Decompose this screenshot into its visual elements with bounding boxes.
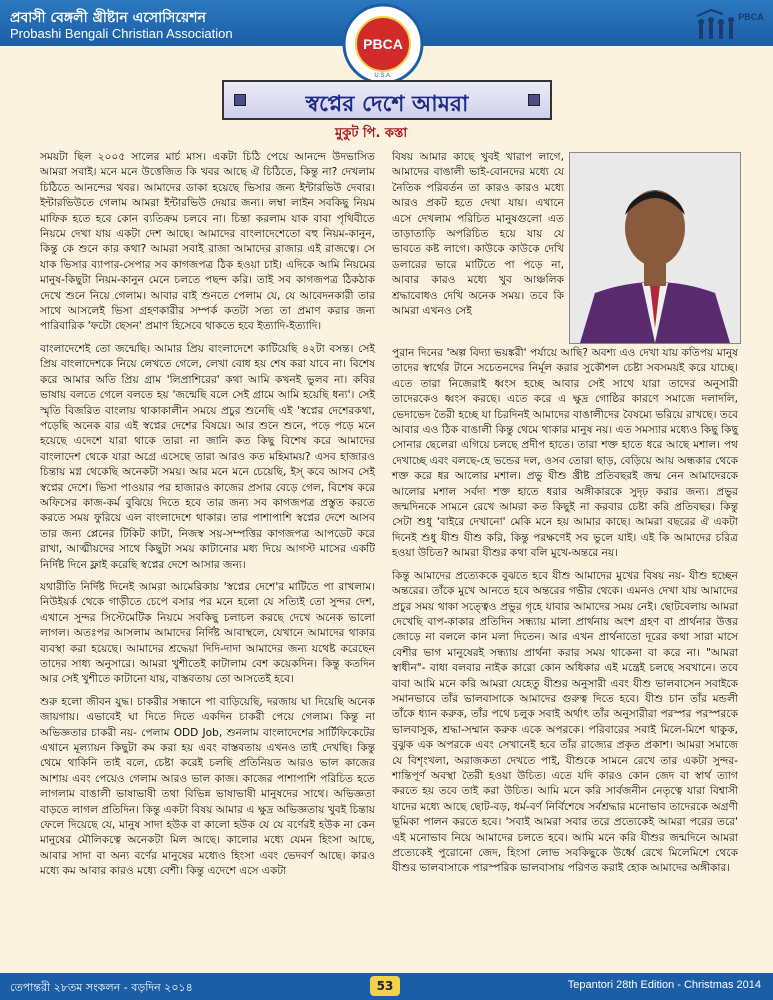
article-title: স্বপ্নের দেশে আমরা <box>305 92 469 117</box>
people-together-icon <box>693 8 767 46</box>
org-name-english: Probashi Bengali Christian Association <box>10 26 233 41</box>
author-portrait-image <box>570 153 740 343</box>
right-column <box>392 346 738 884</box>
left-column <box>40 150 375 887</box>
right-column-top <box>392 150 564 326</box>
page-number: 53 <box>370 976 400 996</box>
article-title-bar <box>222 80 552 120</box>
svg-text:PBCA: PBCA <box>363 36 403 52</box>
paragraph: শুরু হলো জীবন যুদ্ধ। চাকরীর সন্ধানে পা বাড়িয়েছি, দরজায় ঘা দিয়েছি অনেক জায়গায়। এভাবেই ঘা দিতে দিতে একদিন চাকরী পেয়ে গেলাম। কিন্তু না অভিজ্ঞতার চাকরী নয়- পেলাম ODD Job, শুনলাম বাংলাদেশের সার্টিফিকেটের এখানে মূল্যায়ন কিছুটা কম করা হয় এবং বাস্তবতায় এখনও তাই দেখছি। কিন্তু থেমে থাকিনি তাই বলে, চেষ্টা করেই চলছি প্রতিনিয়ত আরও ভাল কাজের আশায় এবং পেয়েও গেলাম আরও ভাল কাজ। কাজের পাশাপাশি পরিচিত হতে লাগলাম বাঙালী ভাষাভাষী তথা বিভিন্ন ভাষাভাষী মানুষদের সাথে। অভিজ্ঞতা বাড়তে লাগল প্রতিদিন। কিন্তু একটা বিষয় আমার এ ক্ষুদ্র অভিজ্ঞতায় খুবই চিন্তায় ফেলে দিয়েছে যে, মানুষ সাদা হউক বা কালো হউক যে যে বর্ণেরই হউক না কেন মানুষের মৌলিকত্বে অনেকটা মিল আছে। কালোর মধ্যে যেমন হিংসা আছে, আবার সাদা বা অন্য বর্ণের মানুষের মধ্যেও হিংসা এবং ভেদবর্ণ আছে। কারও মধ্যে কম আবার কারও মধ্যে বেশী। কিন্তু এদেশে এসে একটা <box>40 695 375 878</box>
header <box>0 0 773 79</box>
svg-text:U.S.A.: U.S.A. <box>374 73 392 79</box>
paragraph: পুরান দিনের 'অল্প বিদ্যা ভয়ঙ্করী' পর্যায়ে আছি? অবশ্য এও দেখা যায় কতিপয় মানুষ তাদের স্বার্থের টানে সচেতনদের নির্মূল করার সুকৌশল চেষ্টা সবসময়ই করে যাচ্ছে। এতে তারা নিজেরাই ধ্বংস হচ্ছে আবার সেই সাথে যারা তাদের অনুসারী তাদেরকেও ধ্বংস করছে। এতে করে এ ক্ষুদ্র গোষ্ঠির কারণে সমাজে দলাদলি, ভেদাভেদ তৈরী হচ্ছে যা চিরদিনই আমাদের বাঙালীদের বৈষম্যে ভরিয়ে রাখছে। তবে আবার এও ঠিক বাঙালী কিন্তু থেমে থাকার মানুষ নয়। এত সমস্যার মধ্যেও কিছু কিছু সোনার ছেলেরা এগিয়ে চলছে প্রদীপ হাতে। তারা শক্ত হাতে ধরে আছে মশাল। পথ দেখাচ্ছে এবং বলছে-হে ভন্ডের দল, ওসব তোরা ছাড়, বেড়িয়ে আয় অন্ধকার থেকে শক্ত করে ধর আলোর মশাল। প্রভু যীশু খ্রীষ্ট প্রতিবছরই জন্ম নেন আমাদেরকে আলোর মশাল সর্বদা শক্ত হাতে ধরার অঙ্গীকারকে সুদৃঢ় করার জন্য। প্রভুর জন্মদিনকে সামনে রেখে আমরা কত কিছুই না করবার চেষ্টা করি প্রতিবছর। কিন্তু সেটা শুধু 'বাইরে দেখানো' মেকি মনে হয় আমার কাছে। আমরা বছরের ঐ একটা দিনেই শুধু যীশু যীশু করি, কিন্তু পরক্ষণেই সব ভুলে যাই। এই কি আমাদের চরিত্র হওয়া উচিত? আমরা যীশুর কথা বলি মুখে-অন্তরে নয়। <box>392 347 738 560</box>
paragraph: যথারীতি নির্দিষ্ট দিনেই আমরা আমেরিকায় 'স্বপ্নের দেশে'র মাটিতে পা রাখলাম। নিউইয়র্ক থেকে গাড়ীতে চেপে বসার পর মনে হলো যে সত্যিই তো সুন্দর দেশ, এখানে সুন্দর সিস্টেমেটিক নিয়মে সবকিছু চলাচল করছে দেখে অনেক ভালো লাগল। অতঃপর আসলাম আমাদের নির্দিষ্ট আবাস্থলে, যেখানে আমাদের থাকার ব্যবস্থা করা হয়েছে। আমাদের শ্রদ্ধেয়া দিদি-দাদা আমাদের জন্য যথেষ্ট করেছেন তাদের সাধ্য অনুসারে। আমরা খুশীতেই কাটালাম বেশ কয়েকদিন। কিন্তু কতদিন আর সেই খুশীতে কাটানো যায়, বাস্তবতায় তো আসতেই হবে। <box>40 580 375 686</box>
paragraph: সময়টা ছিল ২০০৫ সালের মার্চ মাস। একটা চিঠি পেয়ে আনন্দে উদভাসিত আমরা সবাই। মনে মনে উত্তেজিত কি খবর আছে ঐ চিঠিতে, কিন্তু না? দেখলাম চিঠিতে আনন্দের খবর। আমাদের ডাকা হয়েছে ভিসার জন্য ইন্টারভিউ দেবার। ইন্টারভিউতে গেলাম আমরা ইন্টারভিউ দেয়ার জন্য। লম্বা লাইন সবকিছু নিয়ম মাফিক হতে হবে কোন ব্যতিক্রম চলবে না। চিন্তা করলাম যাক বাবা পৃথিবীতে নিয়মে দেখা যায় একটা দেশ আছে। আমাদের বাংলাদেশেতো বহু নিয়ম-কানুন, কিন্তু কে শুনে কার কথা? আমরা সবাই রাজা আমাদের রাজার এই রাজত্বে। সে যাক ভিসার ব্যাপার-সেপার সব কাগজপত্র ঠিক হওয়া চাই। এদিকে আমি নিয়মের মানুষ-কিছুটা নিয়ম-কানুন মেনে চলতে পছন্দ করি। তাই সব কাগজপত্র ঠিকঠাক দেখে শুনে নিয়ে গেলাম। আবার বাই শুনতে পেলাম যে, যে আবেদনকারী তার সাথে আসলেই ভিসা গ্রহণকারীর সম্পর্ক কতটা সত্য তা প্রমাণ করার জন্য পারিবারিক 'ফটো ছেসন' প্রমাণ হিসেবে থাকতে হবে ইত্যাদি-ইত্যাদি। <box>40 151 375 333</box>
footer-publication-bengali: তেপান্তরী ২৮তম সংকলন - বড়দিন ২০১৪ <box>10 981 193 994</box>
paragraph: কিন্তু আমাদের প্রত্যেককে বুঝতে হবে যীশু আমাদের মুখের বিষয় নয়- যীশু হচ্ছেন অন্তরের। তাঁকে মুখে আনতে হবে অন্তরের গভীর থেকে। এমনও দেখা যায় আমাদের প্রচুর সময় থাকা সত্ত্বেও প্রভুর গৃহে যাবার আমাদের সময় নেই। ছোটবেলায় আমরা দেখেছি বাপ-কাকার প্রতিদিন সন্ধ্যায় মালা প্রার্থনায় অংশ গ্রহণ বা প্রার্থনার উত্তর জোড়ে না বললে কান মলা দিতেন। আর এখন প্রার্থনাতো দূরের কথা সারা মাসে বেশীর ভাগ মানুষেরই সন্ধ্যায় প্রার্থনা করার সময় থাকেনা বা করে না। "আমরা স্বাধীন"- বাধা বলবার নাইক কারো কোন অধিকার এই মন্ত্রেই চলছে সবখানে। তবে বাবা আমি মনে করি আমরা যেহেতু যীশুর অনুসারী এবং যীশু ভালবাসেন সবাইকে সমানভাবে তাঁর ভালবাসাকে আমাদের গুরুত্ব দিতে হবে। যীশু চান তাঁর মন্ডলী তাঁকে ধ্যান করুক, তাঁর পথে চলুক সবাই অর্থাৎ তাঁর অনুসারীরা পরস্পর পরস্পরকে ভালবাসুক, শ্রদ্ধা-সম্মান করুক একে অপরকে। পরিবারের সবাই মিলে-মিশে থাকুক, বুঝুক এক অপরকে এবং সেখানেই হবে তাঁর রাজ্যের প্রকৃত প্রকাশ। আমরা সমাজে যে বিশৃংখলা, অরাজকতা দেখতে পাই, যীশুকে সামনে রেখে তার একটা সুন্দর-শান্তিপূর্ণ অবস্থা তৈরী হওয়া উচিত। এতে যদি কারও কোন জেদ বা স্বার্থ ত্যাগ করতে হয় তবে তাই করা উচিত। আমি মনে করি সার্বজনীন নেতৃত্বে যারা বিশ্বাসী যাদের মধ্যে আছে ছোট-বড়, ধর্ম-বর্ণ নির্বিশেষে সর্বশ্রদ্ধার মনোভাব তাদেরকে অগ্রণী ভূমিকা পালন করতে হবে। 'সবাই আমরা সবার তরে প্রত্যেকেই আমরা পরের তরে' এই মনোভাব নিয়ে আমাদের চলতে হবে। আমি মনে করি যীশুর জন্মদিনে আমরা প্রত্যেকেই পুরোনো জেদ, হিংসা লোভ সবকিছুকে উর্ধ্বে রেখে মিলেমিশে থেকে যীশুর ভালবাসাকে পারস্পরিক ভালবাসায় পরিণত করাই হোক আমাদের অঙ্গীকার। <box>392 569 738 875</box>
footer <box>0 973 773 1000</box>
org-name-bengali: প্রবাসী বেঙ্গলী খ্রীষ্টান এসোসিয়েশন <box>10 10 206 26</box>
article-author: মুকুট পি. কস্তা <box>335 126 408 141</box>
paragraph: বিষয় আমার কাছে খুবই খারাপ লাগে, আমাদের বাঙালী ভাই-বোনদের মধ্যে যে নৈতিক পরিবর্তন তা কারও কারও মধ্যে আরও প্রকট হতে দেখা যায়। এখানে এসে দেখলাম পরিচিত মানুষগুলো এত তাড়াতাড়ি অপরিচিত হয়ে যায় যে ভাবতে কষ্ট লাগে। কাউকে কাউকে দেখি ডলারের ভারে মাটিতে পা পড়ে না, আবার কারও মধ্যে খুব আঞ্চলিক শ্রদ্ধাবোধও দেখি অনেক সময়। তবে কি আমরা এখনও সেই <box>392 151 564 318</box>
svg-text:PBCA: PBCA <box>738 12 764 22</box>
pbca-logo <box>342 3 424 85</box>
title-ornament-right <box>528 94 540 106</box>
footer-publication-english: Tepantori 28th Edition - Christmas 2014 <box>567 979 761 991</box>
paragraph: বাংলাদেশেই তো জন্মেছি। আমার প্রিয় বাংলাদেশে কাটিয়েছি ৪২টা বসন্ত। সেই প্রিয় বাংলাদেশকে নিয়ে লেখতে গেলে, লেখা বোধ হয় শেষ করা যাবে না। বিশেষ করে আমার অতি প্রিয় গ্রাম 'লিপ্রাশিরের' কথা আমি কখনই ভুলব না। কবির ভাষায় বলতে গেলে বলতে হয় 'জন্মেছি বলে সেই গ্রামে আমি হয়েছি ধন্য'। সেই স্মৃতি বিজরিত বাংলায় থাকাকালীন সময়ে প্রচুর শুনেছি এই 'স্বপ্নের দেশেরকথা, পড়েছি অনেক বার এই স্বপ্নের দেশের বিষয়ে। আর শুনে শুনে, পড়ে পড়ে মনে হয়েছে এদেশে যারা থাকে তারা না জানি কত কিছু বিশেষ করে আমাদের বাংলাদেশ থেকে যারা অগ্রে এসেছে তারা আরও কত মহিমাময়? এসব হাজারও চিন্তায় মগ্ন থেকেছি অনেকটা সময়। আর মনে মনে চেয়েছি, ইস্ কবে আসব সেই স্বপ্নের দেশে। ভিসা পাওয়ার পর হাজারও কাজের প্রসার বেড়ে গেল, বিশেষ করে অফিসের কাজ-কর্ম বুঝিয়ে দিতে হবে তার জন্য সব কাগজপত্র প্রস্তুত করতে করতে সময় ফুরিয়ে এল বাংলাদেশে থাকার। তার পাশাপাশি স্বপ্নের দেশে আসব তার জন্য প্লেনের টিকিট কাটা, নিজস্ব সয়-সম্পত্তির কাগজপত্র আপডেট করে রাখা, আত্মীয়দের সাথে কিছুটা সময় কাটানোর মধ্য দিয়ে আগস্ট মাসের একটি নির্দিষ্ট দিনে ফ্লাই করেছি স্বপ্নের দেশে আসার জন্য। <box>40 342 375 571</box>
author-photo <box>569 152 741 344</box>
